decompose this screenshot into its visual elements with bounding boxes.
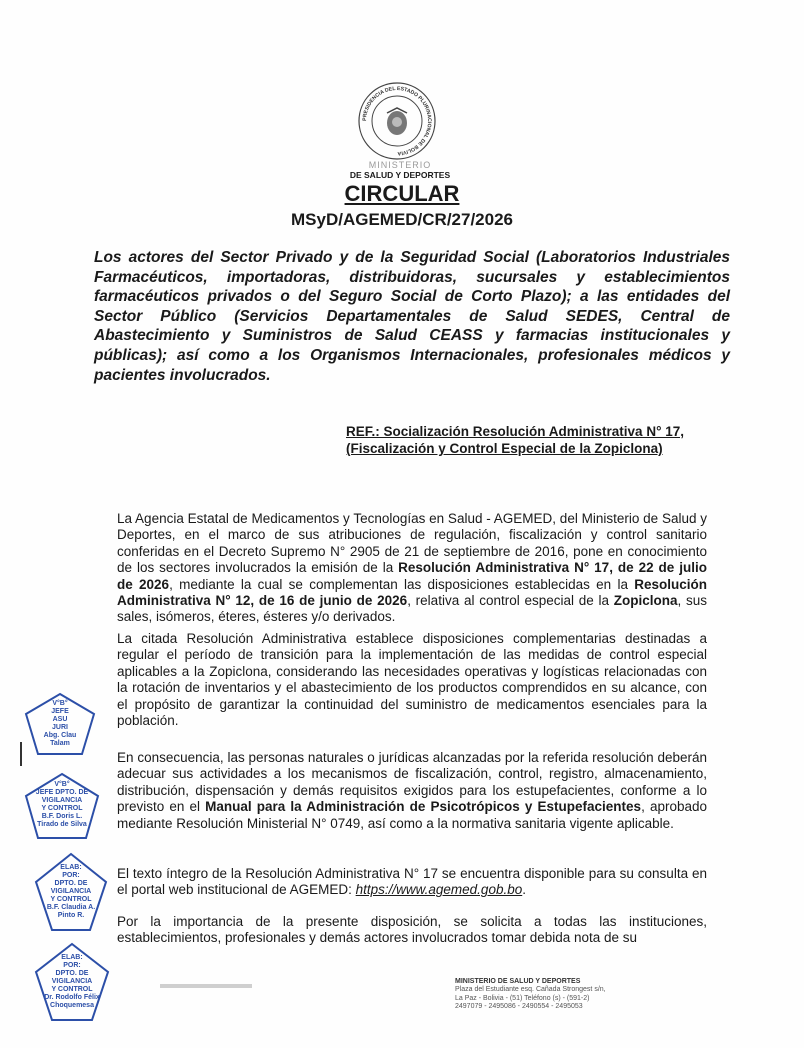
stamp-1-line: Abg. Clau [43, 732, 77, 739]
footer-rule [160, 984, 252, 988]
footer-address [455, 978, 665, 1012]
stamp-2-line: VIGILANCIA [41, 797, 83, 804]
stamp-4-line: POR: [63, 962, 81, 969]
footer-line-1: Plaza del Estudiante esq. Cañada Strongest s/n, [455, 986, 606, 994]
addressee-block: Los actores del Sector Privado y de la Seguridad Social (Laboratorios Industriales Farmacéuticos, importadoras, distribuidoras, sucursales y establecimientos farmacéuticos privados o del Seguro Social de Corto Plazo); a las entidades del Sector Público (Servicios Departamentales de Salud SEDES, Central de Abastecimiento y Suministros de Salud CEASS y farmacias institucionales y públicas); así como a los Organismos Internacionales, profesionales médicos y pacientes involucrados. [94, 249, 730, 384]
footer-line-3: 2497079 - 2495086 - 2490554 - 2495053 [455, 1003, 583, 1011]
p3-text-c: , aprobado mediante Resolución Ministerial N° 0749, así como a la normativa sanitaria vigente aplicable. [117, 799, 707, 831]
circular-code: MSyD/AGEMED/CR/27/2026 [290, 210, 514, 229]
stamp-2-line: Y CONTROL [41, 805, 83, 812]
stamp-3-line: DPTO. DE [54, 880, 88, 887]
stamp-2-line: Tirado de Silva [37, 821, 87, 828]
p4-text-c: . [522, 882, 526, 898]
paragraph-4 [117, 866, 707, 899]
stamp-3-line: POR: [62, 872, 80, 879]
stamp-2-line: V°B° [54, 781, 70, 788]
stamp-4-line: Dr. Rodolfo Félix [44, 994, 100, 1001]
seal-text: PRESIDENCIA DEL ESTADO PLURINACIONAL DE BOLIVIA [361, 85, 433, 157]
stamp-2-line: B.F. Doris L. [41, 813, 83, 820]
p1-text-a: La Agencia Estatal de Medicamentos y Tecnologías en Salud - AGEMED, del Ministerio de Salud y Deportes, en el marco de sus atribuciones de regulación, fiscalización y control sanitario conferidas en el Decreto Supremo N° 2905 de 21 de septiembre de 2016, pone en conocimiento de los sectores involucrados la emisión de la [117, 511, 707, 576]
approval-stamp-2 [24, 772, 100, 840]
stamp-4-line: DPTO. DE [55, 970, 89, 977]
footer-line-2: La Paz - Bolivia - (51) Teléfono (s) - (591-2) [455, 994, 590, 1002]
footer-heading: MINISTERIO DE SALUD Y DEPORTES [455, 978, 581, 985]
p1-text-c: , mediante la cual se complementan las disposiciones establecidas en la [169, 576, 635, 592]
elaboration-stamp-2 [34, 942, 110, 1022]
stamp-3-line: Pinto R. [57, 912, 85, 919]
p4-text-a: El texto íntegro de la Resolución Administrativa N° 17 se encuentra disponible para su consulta en el portal web institucional de AGEMED: [117, 866, 707, 898]
state-seal [356, 80, 438, 162]
paragraph-5: Por la importancia de la presente disposición, se solicita a todas las instituciones, establecimientos, profesionales y demás actores involucrados tomar debida nota de su [117, 914, 707, 946]
stamp-1-line: V°B° [52, 700, 68, 707]
paragraph-3 [117, 750, 707, 832]
stamp-3-line: Y CONTROL [50, 896, 92, 903]
stamp-3-line: VIGILANCIA [50, 888, 92, 895]
stamp-4-line: VIGILANCIA [51, 978, 93, 985]
p1-bold-zopiclona: Zopiclona [613, 593, 678, 609]
stamp-1-line: JURI [52, 724, 68, 731]
paragraph-1 [117, 511, 707, 626]
stamp-1-line: ASU [52, 716, 68, 723]
reference-line-1: REF.: Socialización Resolución Administrativa N° 17, [346, 424, 684, 439]
elaboration-stamp-1 [34, 852, 108, 932]
ministry-line-2: DE SALUD Y DEPORTES [349, 170, 451, 180]
stamp-4-line: Y CONTROL [51, 986, 93, 993]
p3-bold-manual: Manual para la Administración de Psicotrópicos y Estupefacientes [205, 799, 642, 815]
reference-block [346, 423, 718, 457]
agemed-website-link[interactable]: https://www.agemed.gob.bo [355, 882, 523, 898]
p1-bold-resolution-12: Resolución Administrativa N° 12, de 16 de junio de 2026 [117, 576, 707, 609]
margin-mark [20, 742, 22, 766]
ministry-label [300, 160, 500, 180]
p1-text-g: , sus sales, isómeros, éteres, ésteres y/o derivados. [117, 593, 708, 625]
ministry-line-1: MINISTERIO [368, 160, 432, 170]
p3-text-a: En consecuencia, las personas naturales o jurídicas alcanzadas por la referida resolución deberán adecuar sus actividades a los mecanismos de fiscalización, control, registro, almacenamiento, distribución, dispensación y demás requisitos exigidos para los estupefacientes, conforme a lo previsto en el [117, 750, 707, 815]
stamp-4-line: ELAB: [61, 954, 83, 961]
stamp-2-line: JEFE DPTO. DE [35, 789, 89, 796]
stamp-3-line: B.F. Claudia A. [46, 904, 96, 911]
document-title: CIRCULAR [344, 181, 460, 206]
p1-bold-resolution-17: Resolución Administrativa N° 17, de 22 de julio de 2026 [117, 560, 707, 592]
p1-text-e: , relativa al control especial de la [407, 593, 614, 609]
stamp-1-line: Talam [50, 740, 70, 747]
stamp-3-line: ELAB: [60, 864, 82, 871]
stamp-4-line: Choquemesa [50, 1002, 94, 1009]
stamp-1-line: JEFE [51, 708, 69, 715]
paragraph-2: La citada Resolución Administrativa establece disposiciones complementarias destinadas a regular el período de transición para la implementación de las medidas de control especial aplicables a la Zopiclona, considerando las necesidades operativas y logísticas relacionadas con la rotación de inventarios y el abastecimiento de los productos comprendidos en su alcance, con el propósito de garantizar la continuidad del suministro de medicamentos esenciales para la población. [117, 631, 707, 729]
approval-stamp-1 [24, 692, 96, 756]
reference-line-2: (Fiscalización y Control Especial de la Zopiclona) [346, 441, 663, 456]
